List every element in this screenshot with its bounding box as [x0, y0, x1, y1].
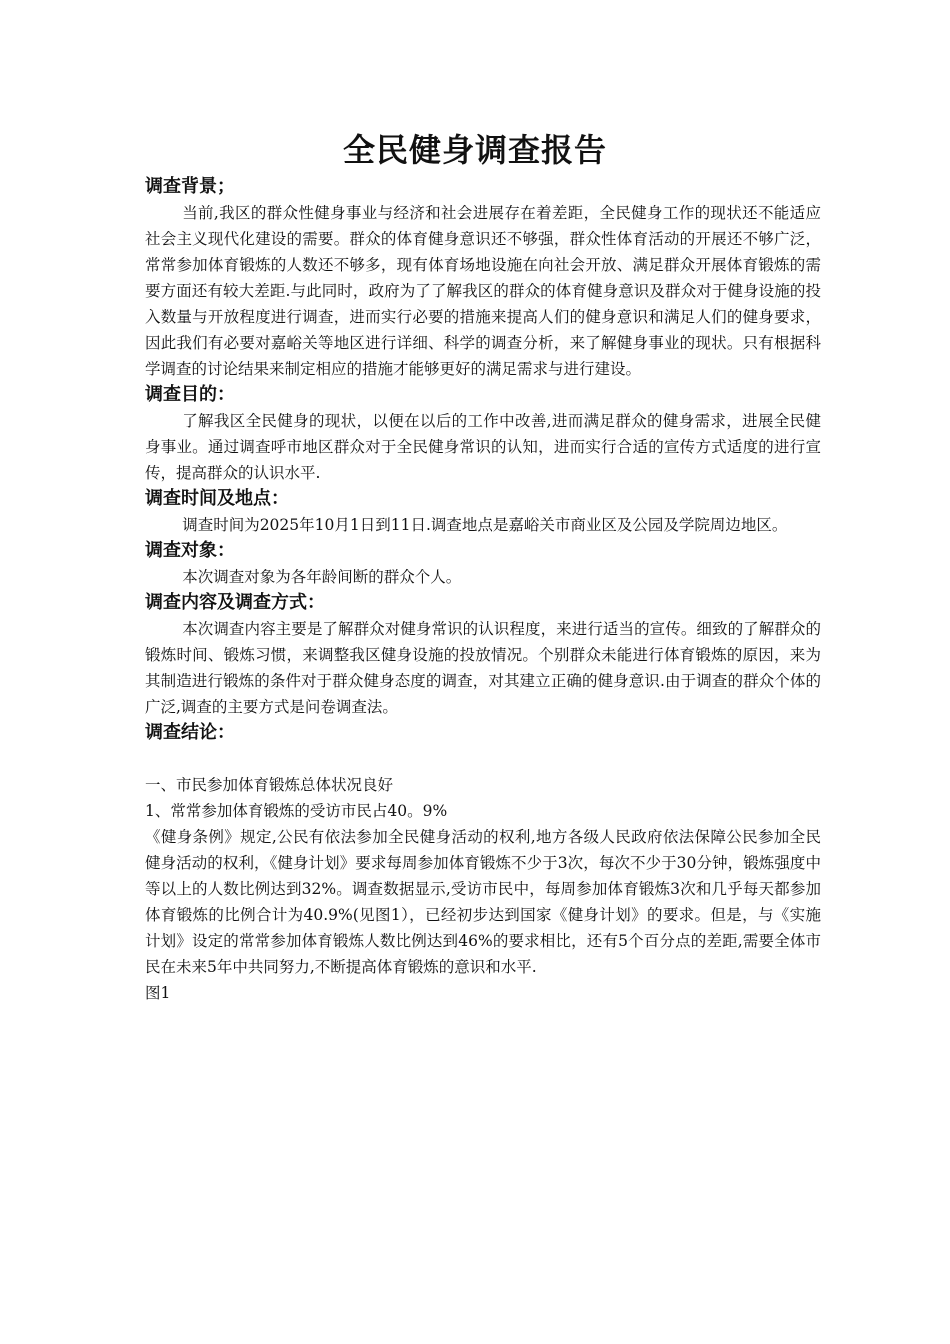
section-subjects	[145, 538, 821, 590]
page-title: 全民健身调查报告	[342, 131, 607, 169]
section-paragraph: 本次调查内容主要是了解群众对健身常识的认识程度，来进行适当的宣传。细致的了解群众的锻炼时间、锻炼习惯，来调整我区健身设施的投放情况。个别群众未能进行体育锻炼的原因，来为其制造进行锻炼的条件对于群众健身态度的调查，对其建立正确的健身意识.由于调查的群众个体的广泛,调查的主要方式是问卷调查法。	[145, 620, 821, 716]
section-heading: 调查对象：	[145, 540, 235, 561]
section-heading: 调查内容及调查方式：	[145, 592, 325, 613]
section-content-method	[145, 590, 821, 720]
section-purpose	[145, 382, 821, 486]
document-body	[145, 174, 821, 1006]
section-heading: 调查时间及地点：	[145, 488, 289, 509]
section-paragraph: 调查时间为2025年10月1日到11日.调查地点是嘉峪关市商业区及公园及学院周边地区。	[182, 516, 788, 534]
section-heading: 调查结论：	[145, 722, 235, 743]
conclusion-point-heading: 一、市民参加体育锻炼总体状况良好	[145, 776, 394, 794]
figure-label: 图1	[145, 984, 171, 1002]
section-time-place	[145, 486, 821, 538]
conclusion-sub-heading: 1、常常参加体育锻炼的受访市民占40。9%	[145, 802, 448, 820]
section-conclusion	[145, 720, 821, 1006]
section-paragraph: 当前,我区的群众性健身事业与经济和社会进展存在着差距，全民健身工作的现状还不能适应社会主义现代化建设的需要。群众的体育健身意识还不够强，群众性体育活动的开展还不够广泛，常常参加体育锻炼的人数还不够多，现有体育场地设施在向社会开放、满足群众开展体育锻炼的需要方面还有较大差距.与此同时，政府为了了解我区的群众的体育健身意识及群众对于健身设施的投入数量与开放程度进行调查，进而实行必要的措施来提高人们的健身意识和满足人们的健身要求，因此我们有必要对嘉峪关等地区进行详细、科学的调查分析，来了解健身事业的现状。只有根据科学调查的讨论结果来制定相应的措施才能够更好的满足需求与进行建设。	[145, 204, 821, 378]
conclusion-paragraph: 《健身条例》规定,公民有依法参加全民健身活动的权利,地方各级人民政府依法保障公民参加全民健身活动的权利，《健身计划》要求每周参加体育锻炼不少于3次，每次不少于30分钟，锻炼强度中等以上的人数比例达到32%。调查数据显示,受访市民中，每周参加体育锻炼3次和几乎每天都参加体育锻炼的比例合计为40.9%(见图1），已经初步达到国家《健身计划》的要求。但是，与《实施计划》设定的常常参加体育锻炼人数比例达到46%的要求相比，还有5个百分点的差距,需要全体市民在未来5年中共同努力,不断提高体育锻炼的意识和水平.	[145, 828, 821, 976]
blank-line	[145, 746, 821, 772]
section-heading: 调查背景；	[145, 176, 235, 197]
section-heading: 调查目的：	[145, 384, 235, 405]
section-background	[145, 174, 821, 382]
section-paragraph: 了解我区全民健身的现状，以便在以后的工作中改善,进而满足群众的健身需求，进展全民健身事业。通过调查呼市地区群众对于全民健身常识的认知，进而实行合适的宣传方式适度的进行宣传，提高群众的认识水平.	[145, 412, 821, 482]
section-paragraph: 本次调查对象为各年龄间断的群众个人。	[182, 568, 462, 586]
